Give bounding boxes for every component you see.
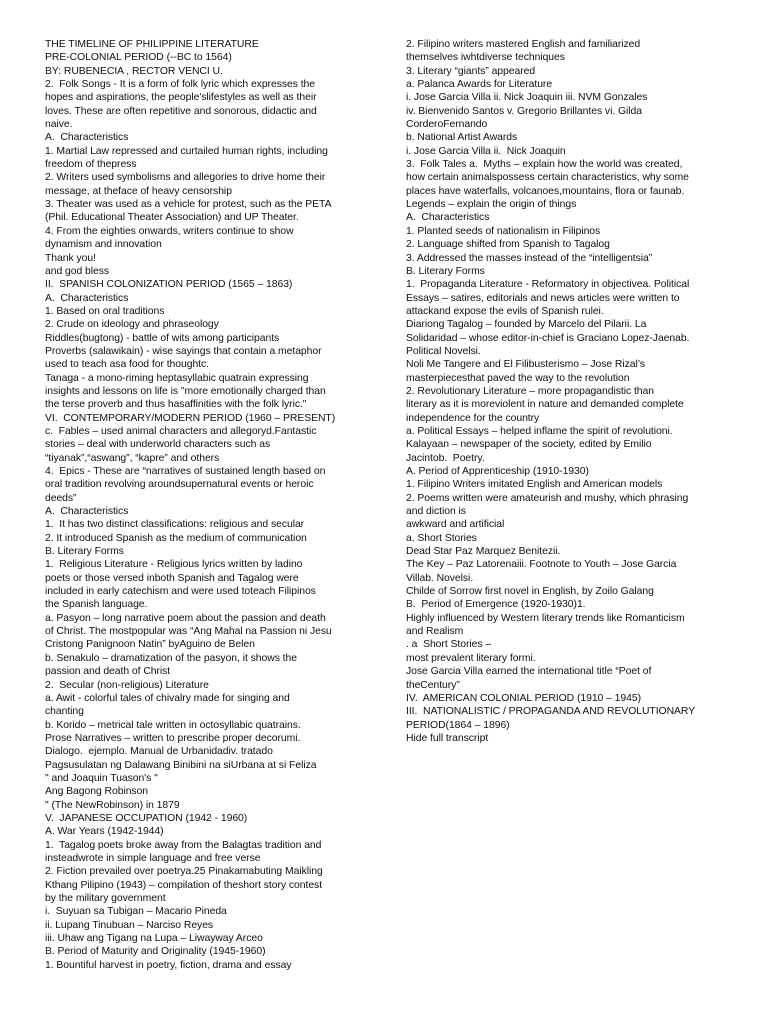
text-line: B. Literary Forms <box>406 265 485 277</box>
text-line: Tanaga - a mono-riming heptasyllabic quatrain expressing <box>45 372 309 384</box>
text-line: Cristong Panignoon Natin” byAguino de Belen <box>45 639 255 651</box>
text-line: Kalayaan – newspaper of the society, edited by Emilio <box>406 439 652 451</box>
text-line: Dead Star Paz Marquez Benitezii. <box>406 546 561 558</box>
text-line: b. National Artist Awards <box>406 132 518 144</box>
text-line: IV. AMERICAN COLONIAL PERIOD (1910 – 1945) <box>406 692 642 704</box>
text-line: hopes and aspirations, the people'slifestyles as well as their <box>45 92 317 104</box>
text-line: b. Korido – metrical tale written in octosyllabic quatrains. <box>45 719 301 731</box>
text-line: literary as it is moreviolent in nature and demanded complete <box>406 399 684 411</box>
text-line: insights and lessons on life is "more emotionally charged than <box>45 385 326 397</box>
text-line: 2. Secular (non-religious) Literature <box>45 679 209 691</box>
text-line: PERIOD(1864 – 1896) <box>406 719 510 731</box>
text-line: a. Palanca Awards for Literature <box>406 79 553 91</box>
text-line: B. Period of Emergence (1920-1930)1. <box>406 599 586 611</box>
text-line: a. Political Essays – helped inflame the spirit of revolutioni. <box>406 425 673 437</box>
text-line: 2. Filipino writers mastered English and familiarized <box>406 39 641 50</box>
text-line: 2. Crude on ideology and phraseology <box>45 319 219 331</box>
text-line: Jacintob. Poetry. <box>406 452 485 464</box>
text-line: “tiyanak”,“aswang”, “kapre” and others <box>45 452 220 464</box>
text-line: 3. Theater was used as a vehicle for protest, such as the PETA <box>45 199 332 211</box>
text-line: A. Characteristics <box>45 132 129 144</box>
text-line: 1. Based on oral traditions <box>45 305 165 317</box>
text-line: Dialogo. ejemplo. Manual de Urbanidadiv. tratado <box>45 746 273 758</box>
text-line: Villab. Novelsi. <box>406 572 474 584</box>
text-line: a. Pasyon – long narrative poem about the passion and death <box>45 612 326 624</box>
text-line: 3. Addressed the masses instead of the “intelligentsia” <box>406 252 653 264</box>
text-line: Prose Narratives – written to prescribe proper decorumi. <box>45 732 301 744</box>
text-line: 1. Bountiful harvest in poetry, fiction, drama and essay <box>45 959 292 971</box>
text-line: and diction is <box>406 506 466 518</box>
text-line: naive. <box>45 119 73 131</box>
text-line: most prevalent literary formi. <box>406 652 536 664</box>
text-line: deeds” <box>45 492 77 504</box>
text-line: 2. Language shifted from Spanish to Tagalog <box>406 239 610 251</box>
text-line: used to teach asa food for thoughtc. <box>45 359 209 371</box>
text-line: the Spanish language. <box>45 599 148 611</box>
text-line: Legends – explain the origin of things <box>406 199 577 211</box>
text-line: 1. Tagalog poets broke away from the Balagtas tradition and <box>45 839 322 851</box>
text-line: a. Short Stories <box>406 532 477 544</box>
hide-transcript-link[interactable]: Hide full transcript <box>406 732 489 744</box>
text-line: Kthang Pilipino (1943) – compilation of theshort story contest <box>45 879 323 891</box>
text-line: BY: RUBENECIA , RECTOR VENCI U. <box>45 65 223 77</box>
text-line: dynamism and innovation <box>45 239 162 251</box>
text-line: a. Awit - colorful tales of chivalry made for singing and <box>45 692 290 704</box>
text-line: Highly influenced by Western literary trends like Romanticism <box>406 612 685 624</box>
text-line: themselves iwhtdiverse techniques <box>406 52 565 64</box>
text-line: 1. It has two distinct classifications: religious and secular <box>45 519 305 531</box>
text-line: A. Period of Apprenticeship (1910-1930) <box>406 466 589 477</box>
text-line: . a Short Stories – <box>406 639 492 651</box>
text-line: Noli Me Tangere and El Filibusterismo – Jose Rizal’s <box>406 359 645 371</box>
text-line: The Key – Paz Latorenaiii. Footnote to Youth – Jose Garcia <box>406 559 677 571</box>
text-line: Proverbs (salawikain) - wise sayings that contain a metaphor <box>45 345 322 357</box>
text-line: message, at theface of heavy censorship <box>45 185 232 197</box>
text-line: 2. Poems written were amateurish and mushy, which phrasing <box>406 492 689 504</box>
text-line: freedom of thepress <box>45 159 137 171</box>
text-line: 2. Revolutionary Literature – more propagandistic than <box>406 385 654 397</box>
text-line: Political Novelsi. <box>406 345 481 357</box>
text-line: Pagsusulatan ng Dalawang Binibini na siUrbana at si Feliza <box>45 759 317 771</box>
text-line: Riddles(bugtong) - battle of wits among participants <box>45 332 280 344</box>
text-line: i. Suyuan sa Tubigan – Macario Pineda <box>45 906 227 918</box>
left-column <box>45 38 375 972</box>
text-line: iii. Uhaw ang Tigang na Lupa – Liwayway Arceo <box>45 933 263 945</box>
text-line: 1. Planted seeds of nationalism in Filipinos <box>406 225 601 237</box>
text-line: Ang Bagong Robinson <box>45 786 149 798</box>
text-line: ii. Lupang Tinubuan – Narciso Reyes <box>45 919 214 931</box>
text-line: 1. Martial Law repressed and curtailed human rights, including <box>45 145 328 157</box>
text-line: attackand expose the evils of Spanish rulei. <box>406 305 604 317</box>
text-line: and Realism <box>406 626 464 638</box>
text-line: THE TIMELINE OF PHILIPPINE LITERATURE <box>45 39 259 50</box>
text-line: Childe of Sorrow first novel in English, by Zoilo Galang <box>406 586 654 598</box>
text-line: " (The NewRobinson) in 1879 <box>45 799 180 811</box>
text-line: " and Joaquin Tuason's " <box>45 772 158 784</box>
text-line: 1. Filipino Writers imitated English and American models <box>406 479 663 491</box>
text-line: II. SPANISH COLONIZATION PERIOD (1565 – 1863) <box>45 279 293 291</box>
text-line: 1. Religious Literature - Religious lyrics written by ladino <box>45 559 303 571</box>
text-line: insteadwrote in simple language and free verse <box>45 852 261 864</box>
text-line: included in early catechism and were used toteach Filipinos <box>45 586 316 598</box>
text-line: B. Literary Forms <box>45 546 124 558</box>
text-line: and god bless <box>45 265 110 277</box>
text-line: A. War Years (1942-1944) <box>45 826 164 838</box>
text-line: 3. Literary “giants” appeared <box>406 65 536 77</box>
text-line: 1. Propaganda Literature - Reformatory in objectivea. Political <box>406 279 690 291</box>
text-line: 3. Folk Tales a. Myths – explain how the world was created, <box>406 159 683 171</box>
text-line: poets or those versed inboth Spanish and Tagalog were <box>45 572 299 584</box>
text-line: loves. These are often repetitive and sonorous, didactic and <box>45 105 317 117</box>
text-line: chanting <box>45 706 84 718</box>
text-line: 2. Writers used symbolisms and allegories to drive home their <box>45 172 326 184</box>
text-line: independence for the country <box>406 412 540 424</box>
text-line: theCentury” <box>406 679 460 691</box>
text-line: V. JAPANESE OCCUPATION (1942 - 1960) <box>45 812 248 824</box>
text-line: stories – deal with underworld characters such as <box>45 439 271 451</box>
text-line: b. Senakulo – dramatization of the pasyon, it shows the <box>45 652 297 664</box>
text-line: VI. CONTEMPORARY/MODERN PERIOD (1960 – PRESENT) <box>45 412 336 424</box>
text-line: the terse proverb and thus hasaffinities with the folk lyric." <box>45 399 307 411</box>
text-line: B. Period of Maturity and Originality (1945-1960) <box>45 946 266 958</box>
text-line: awkward and artificial <box>406 519 505 531</box>
text-line: of Christ. The mostpopular was “Ang Mahal na Passion ni Jesu <box>45 626 332 638</box>
text-line: 2. Folk Songs - It is a form of folk lyric which expresses the <box>45 79 315 91</box>
text-line: by the military government <box>45 893 166 904</box>
text-line: (Phil. Educational Theater Association) and UP Theater. <box>45 212 299 224</box>
text-line: 4. From the eighties onwards, writers continue to show <box>45 225 294 237</box>
text-line: Thank you! <box>45 252 96 264</box>
text-line: 2. Fiction prevailed over poetrya.25 Pinakamabuting Maikling <box>45 866 323 878</box>
text-line: CorderoFernando <box>406 119 488 131</box>
text-line: Diariong Tagalog – founded by Marcelo del Pilarii. La <box>406 319 647 331</box>
text-line: oral tradition revolving aroundsupernatural events or heroic <box>45 479 314 491</box>
text-line: PRE-COLONIAL PERIOD (--BC to 1564) <box>45 52 232 64</box>
text-line: iv. Bienvenido Santos v. Gregorio Brillantes vi. Gilda <box>406 105 643 117</box>
text-line: Essays – satires, editorials and news articles were written to <box>406 292 680 304</box>
text-line: 4. Epics - These are “narratives of sustained length based on <box>45 466 326 477</box>
text-line: 2. It introduced Spanish as the medium of communication <box>45 532 307 544</box>
text-line: A. Characteristics <box>45 292 129 304</box>
text-line: Jose Garcia Villa earned the international title “Poet of <box>406 666 652 678</box>
right-column <box>406 38 736 745</box>
text-line: places have waterfalls, volcanoes,mountains, flora or faunab. <box>406 185 685 197</box>
text-line: how certain animalspossess certain characteristics, why some <box>406 172 689 184</box>
text-line: III. NATIONALISTIC / PROPAGANDA AND REVOLUTIONARY <box>406 706 696 718</box>
text-line: Solidaridad – whose editor-in-chief is Graciano Lopez-Jaenab. <box>406 332 690 344</box>
text-line: i. Jose Garcia Villa ii. Nick Joaquin <box>406 145 566 157</box>
text-line: passion and death of Christ <box>45 666 171 678</box>
text-line: masterpiecesthat paved the way to the revolution <box>406 372 630 384</box>
text-line: c. Fables – used animal characters and allegoryd.Fantastic <box>45 425 317 437</box>
text-line: A. Characteristics <box>406 212 490 224</box>
text-line: i. Jose Garcia Villa ii. Nick Joaquin iii. NVM Gonzales <box>406 92 648 104</box>
text-line: A. Characteristics <box>45 506 129 518</box>
